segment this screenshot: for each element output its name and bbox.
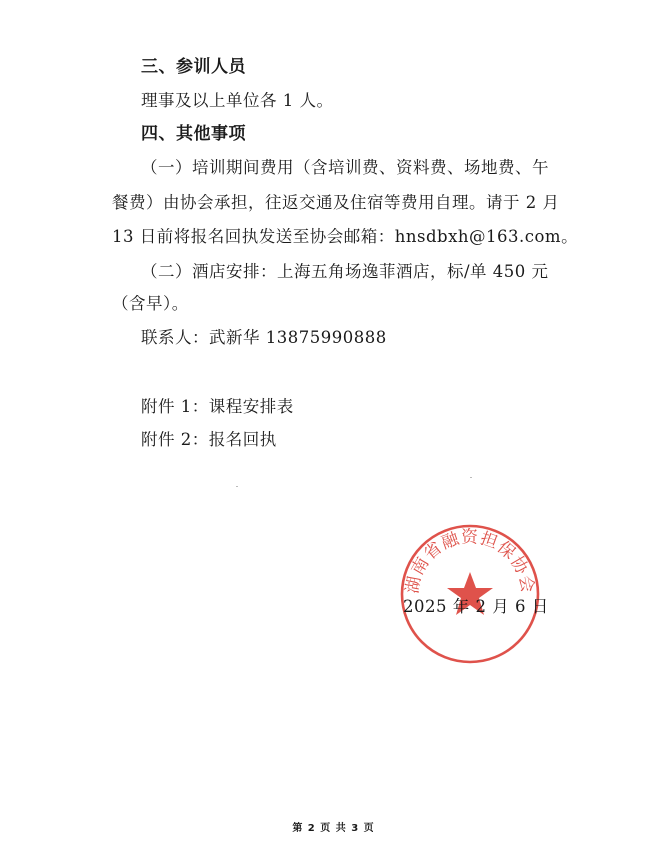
scan-speck <box>470 477 472 478</box>
item-1-line-2: 餐费）由协会承担，往返交通及住宿等费用自理。请于 2 月 <box>112 193 560 212</box>
item-1-line-1: （一）培训期间费用（含培训费、资料费、场地费、午 <box>141 158 549 177</box>
item-1-line-3: 13 日前将报名回执发送至协会邮箱：hnsdbxh@163.com。 <box>112 227 579 246</box>
section-3-heading: 三、参训人员 <box>141 57 246 77</box>
attachment-1: 附件 1：课程安排表 <box>141 397 294 416</box>
section-4-heading: 四、其他事项 <box>141 124 246 144</box>
official-seal <box>398 522 542 666</box>
attachment-2: 附件 2：报名回执 <box>141 430 277 449</box>
scan-speck <box>236 486 238 487</box>
item-2-line-1: （二）酒店安排：上海五角场逸菲酒店，标/单 450 元 <box>141 262 549 281</box>
page-footer: 第 2 页 共 3 页 <box>292 823 375 834</box>
seal-text: 湖南省融资担保协会 <box>402 527 538 596</box>
contact-line: 联系人：武新华 13875990888 <box>141 328 387 347</box>
section-3-body: 理事及以上单位各 1 人。 <box>141 91 334 110</box>
item-2-line-2: （含早）。 <box>112 294 189 313</box>
issue-date: 2025 年 2 月 6 日 <box>403 597 549 616</box>
